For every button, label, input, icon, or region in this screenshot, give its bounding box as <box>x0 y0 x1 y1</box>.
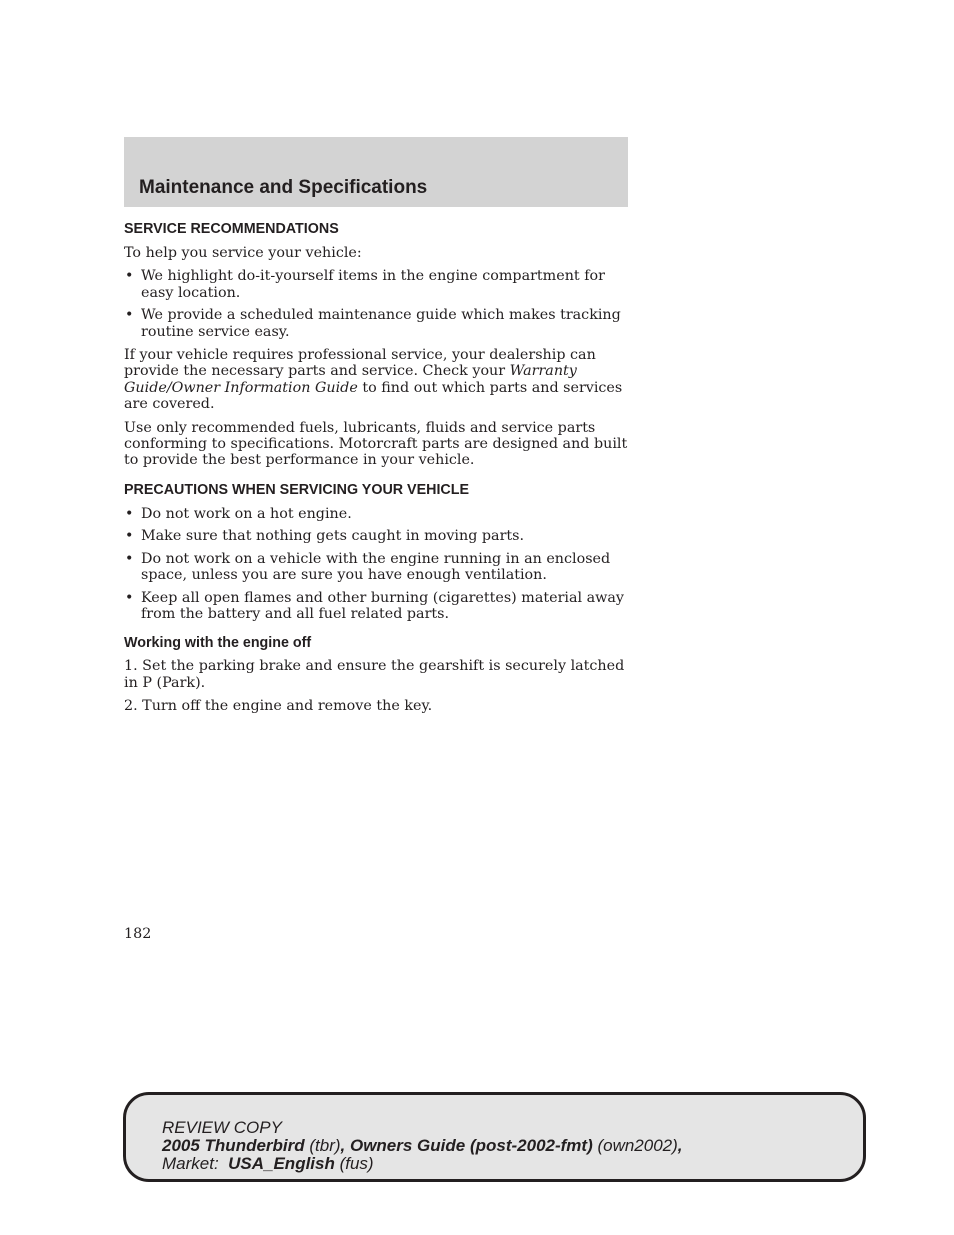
engine-off-heading: Working with the engine off <box>124 635 312 652</box>
guide-code: (own2002) <box>592 1136 678 1155</box>
list-item <box>124 590 630 623</box>
list-item-text: Make sure that nothing gets caught in moving parts. <box>141 528 525 545</box>
bullet-glyph: • <box>125 505 134 522</box>
paragraph-text: to find out which parts and services are covered. <box>124 379 623 413</box>
list-item-text: We highlight do-it-yourself items in the engine compartment for easy location. <box>141 268 605 301</box>
section-title: Maintenance and Specifications <box>139 177 428 198</box>
list-item-text: We provide a scheduled maintenance guide which makes tracking routine service easy. <box>141 307 621 340</box>
review-copy-text <box>162 1119 683 1173</box>
precautions-heading: PRECAUTIONS WHEN SERVICING YOUR VEHICLE <box>124 481 470 498</box>
service-recommendations-heading: SERVICE RECOMMENDATIONS <box>124 221 339 237</box>
service-intro: To help you service your vehicle: <box>124 245 362 261</box>
page-content <box>124 221 630 722</box>
bullet-glyph: • <box>125 550 134 567</box>
precautions-bullet-list <box>124 506 630 622</box>
review-copy-box <box>123 1092 866 1182</box>
bullet-glyph: • <box>125 307 134 324</box>
paragraph-text: If your vehicle requires professional service, your dealership can provide the necessary parts and service. Check your <box>124 347 596 380</box>
list-item <box>124 551 630 584</box>
bullet-glyph: • <box>125 268 134 285</box>
list-item-text: Do not work on a hot engine. <box>141 505 352 522</box>
guide-name: , Owners Guide (post-2002-fmt) <box>340 1136 593 1155</box>
engine-off-step-1: 1. Set the parking brake and ensure the gearshift is securely latched in P (Park). <box>124 658 625 691</box>
recommended-parts-paragraph: Use only recommended fuels, lubricants, fluids and service parts conforming to specifications. Motorcraft parts are designed and built to provide the best performance in your vehicle. <box>124 419 628 469</box>
model-name: 2005 Thunderbird <box>162 1136 305 1155</box>
bullet-glyph: • <box>125 589 134 606</box>
market-label: Market: <box>162 1154 229 1173</box>
engine-off-step-2: 2. Turn off the engine and remove the key. <box>124 698 433 715</box>
guide-comma: , <box>677 1136 683 1155</box>
warranty-guide-reference: Warranty Guide/Owner Information Guide <box>124 363 577 396</box>
bullet-glyph: • <box>125 528 134 545</box>
list-item <box>124 506 630 522</box>
page-number: 182 <box>124 926 152 942</box>
list-item-text: Do not work on a vehicle with the engine running in an enclosed space, unless you are sure you have enough ventilation. <box>141 550 611 584</box>
list-item <box>124 528 630 544</box>
list-item-text: Keep all open flames and other burning (cigarettes) material away from the battery and all fuel related parts. <box>141 589 625 622</box>
list-item <box>124 268 630 301</box>
professional-service-paragraph <box>124 347 630 413</box>
market-code: (fus) <box>334 1154 374 1173</box>
section-header-band <box>124 137 628 207</box>
model-code: (tbr) <box>304 1136 341 1155</box>
list-item <box>124 307 630 340</box>
service-bullet-list <box>124 268 630 340</box>
market-name: USA_English <box>228 1154 335 1173</box>
review-copy-label: REVIEW COPY <box>162 1118 282 1137</box>
